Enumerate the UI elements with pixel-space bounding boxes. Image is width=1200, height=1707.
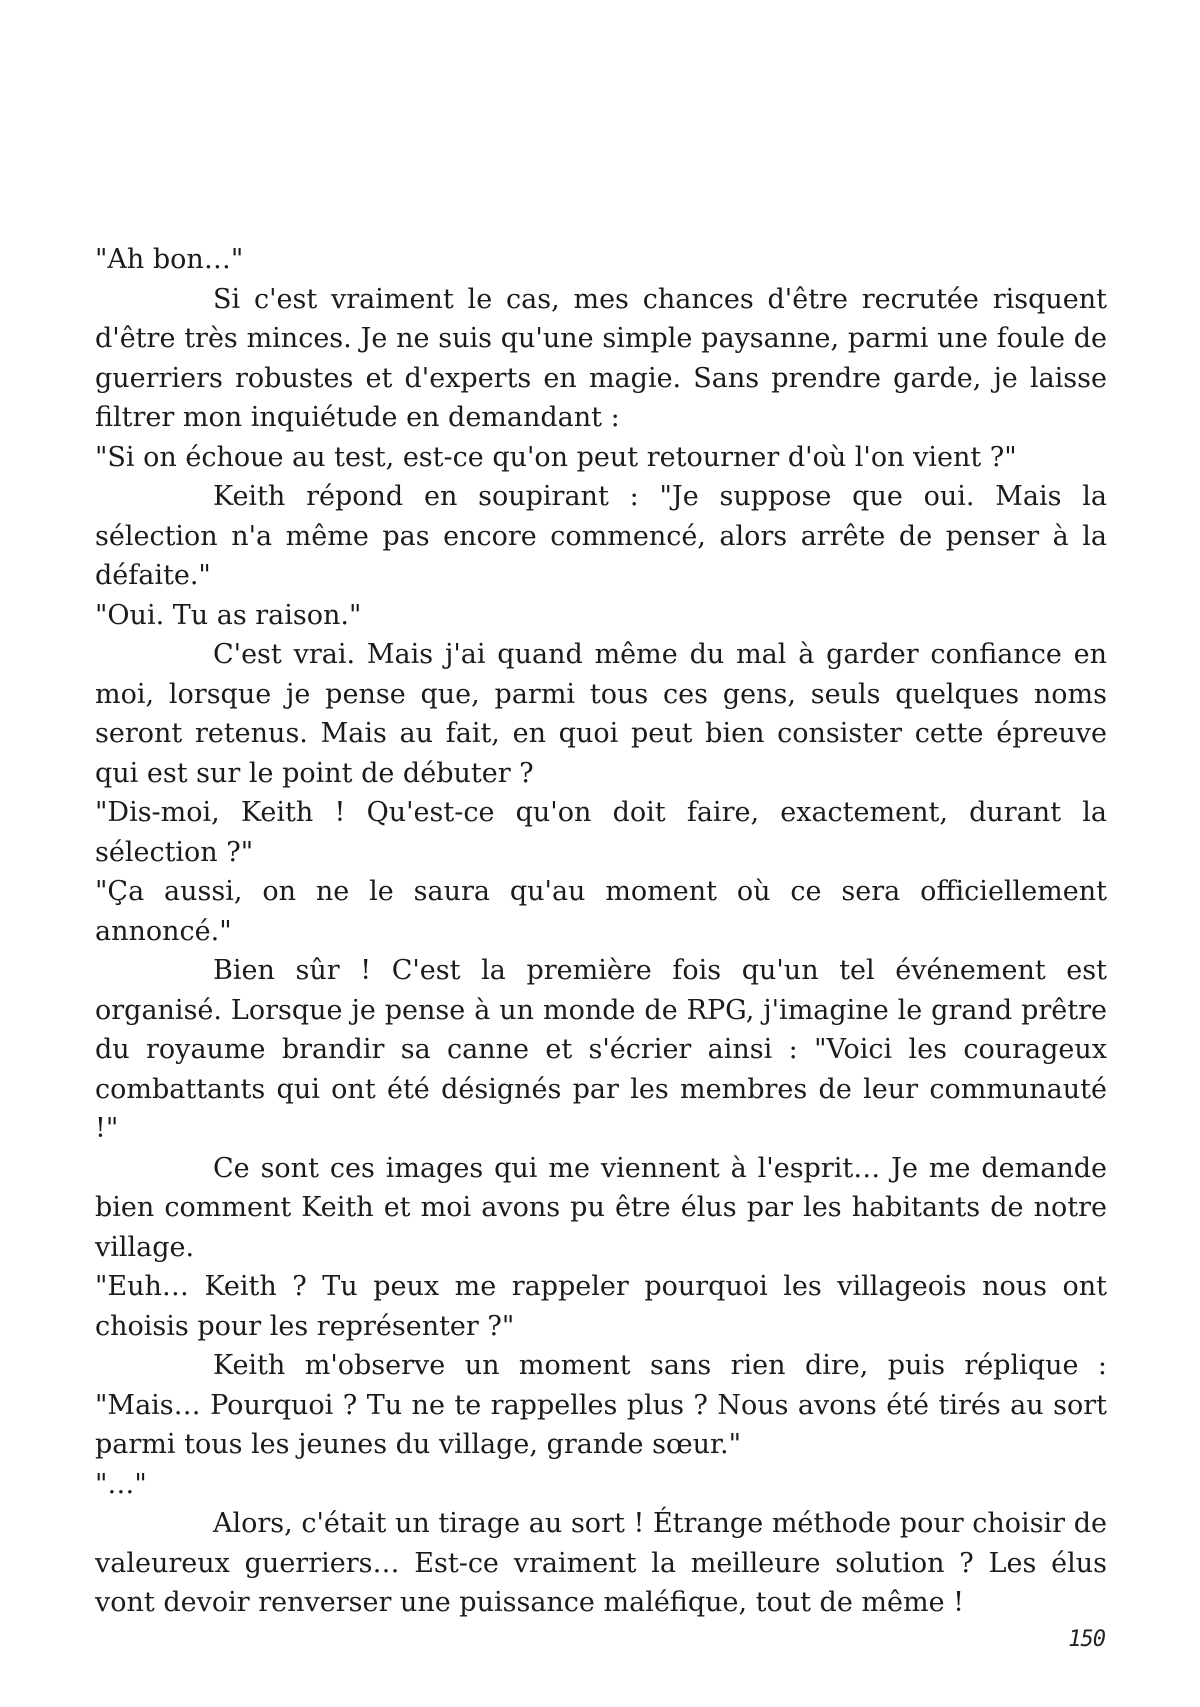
narration-paragraph: Bien sûr ! C'est la première fois qu'un tel événement est organisé. Lorsque je pense à un monde de RPG, j'imagine le grand prêtre du royaume brandir sa canne et s'écrier ainsi : "Voici les courageux combattants qui ont été désignés par les membres de leur communauté !" (95, 955, 1107, 1144)
page-body (95, 240, 1107, 1623)
dialogue-line: "Euh… Keith ? Tu peux me rappeler pourquoi les villageois nous ont choisis pour les représenter ?" (95, 1271, 1107, 1342)
dialogue-line: "Oui. Tu as raison." (95, 599, 362, 631)
narration-paragraph: Keith m'observe un moment sans rien dire, puis réplique : "Mais… Pourquoi ? Tu ne te rappelles plus ? Nous avons été tirés au sort parmi tous les jeunes du village, grande sœur." (95, 1350, 1107, 1460)
dialogue-line: "Si on échoue au test, est-ce qu'on peut retourner d'où l'on vient ?" (95, 441, 1017, 473)
narration-paragraph: Keith répond en soupirant : "Je suppose que oui. Mais la sélection n'a même pas encore commencé, alors arrête de penser à la défaite." (95, 481, 1107, 591)
narration-paragraph: C'est vrai. Mais j'ai quand même du mal à garder confiance en moi, lorsque je pense que, parmi tous ces gens, seuls quelques noms seront retenus. Mais au fait, en quoi peut bien consister cette épreuve qui est sur le point de débuter ? (95, 639, 1107, 789)
dialogue-line: "…" (95, 1468, 147, 1500)
page-number: 150 (1068, 1627, 1105, 1652)
narration-paragraph: Si c'est vraiment le cas, mes chances d'être recrutée risquent d'être très minces. Je ne suis qu'une simple paysanne, parmi une foule de guerriers robustes et d'experts en magie. Sans prendre garde, je laisse filtrer mon inquiétude en demandant : (95, 283, 1107, 433)
narration-paragraph: Alors, c'était un tirage au sort ! Étrange méthode pour choisir de valeureux guerriers… Est-ce vraiment la meilleure solution ? Les élus vont devoir renverser une puissance maléfique, tout de même ! (95, 1508, 1107, 1618)
dialogue-line: "Ah bon…" (95, 244, 244, 275)
dialogue-line: "Dis-moi, Keith ! Qu'est-ce qu'on doit faire, exactement, durant la sélection ?" (95, 797, 1107, 868)
dialogue-line: "Ça aussi, on ne le saura qu'au moment où ce sera officiellement annoncé." (95, 876, 1107, 947)
narration-paragraph: Ce sont ces images qui me viennent à l'esprit… Je me demande bien comment Keith et moi avons pu être élus par les habitants de notre village. (95, 1152, 1107, 1263)
